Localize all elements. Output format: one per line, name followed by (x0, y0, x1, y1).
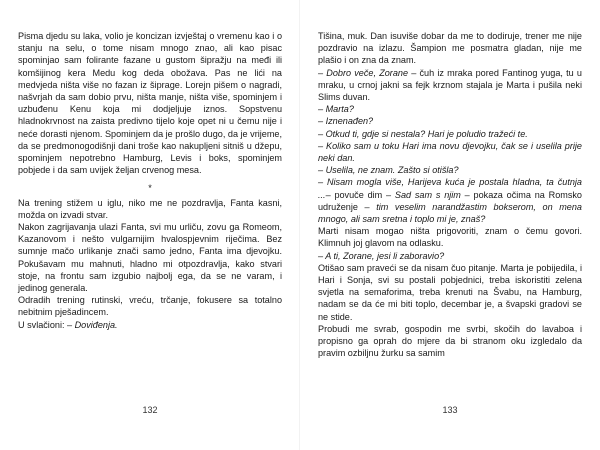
dialogue-1-italic: – Dobro veče, Zorane – (318, 67, 417, 78)
left-paragraph-3: Nakon zagrijavanja ulazi Fanta, svi mu urliču, zovu ga Romeom, Kazanovom i nešto vulgarnijim hvalospjevnim riječima. Bez sumnje mačo urlikanje znači samo jedno, Fanta ima djevojku. Pokušavam mu mahnuti, hladno mi otpozdravlja, kako stvari stoje, na frontu sam izgubio najbolj ega, da se ne varam, i jedinog generala. (18, 222, 282, 294)
left-last-line (18, 319, 282, 331)
left-paragraph-4: Odradih trening rutinski, vreću, trčanje, fokusere sa totalno nebitnim pješadincem. (18, 295, 282, 318)
section-break: * (148, 183, 152, 194)
page-number-left: 132 (142, 405, 158, 415)
dialogue-line-3: – Iznenađen? (318, 116, 374, 127)
dialogue-line-5: – Koliko sam u toku Hari ima novu djevojku, čak se i uselila prije neki dan. (318, 140, 582, 164)
page-gutter (299, 0, 300, 450)
left-paragraph-2: Na trening stižem u iglu, niko me ne pozdravlja, Fanta kasni, možda on izvadi stvar. (18, 197, 282, 220)
right-paragraph-3: Otišao sam praveći se da nisam čuo pitanje. Marta je pobijedila, i Hari i Sonja, svi su postali pobjednici, treba iskoristiti zelena svjetla na semaforima, treba krenuti na Švabu, na Hamburg, nadam se da će mi biti toplo, decembar je, a švapski gradovi se ne stide. (318, 262, 582, 322)
dialogue-7-italic: – Nisam mogla više, Harijeva kuća je postala hladna, ta čutnja ...– (318, 177, 582, 200)
dialogue-8-tail: – pokaza očima na Romsko udruženje – (318, 189, 582, 212)
left-paragraph-1: Pisma djedu su laka, volio je koncizan izvještaj o vremenu kao i o stanju na selu, o tome nisam mnogo znao, ali kao pisac spominjao sam folirante fazane u gustom šipražju na međi ili komšijinog kera Medu kog deda obožava. Pas ne lići na medvjeda ništa više no fazan iz šiprage. Lorejn pišem o nagradi, našvrjah da sam dobio prvu, ništa manje, ništa više, spominjem i uzbuđenu Kenu koja mi dodjeljuje iznos. Sopstvenu hladnokrvnost na zaista predivno tijelo koje opet ni u čemu nije i neće dorasti njenom. Spominjem da je prošlo dugo, da je vrijeme, da se predmonogodišnji dani troše kao nakupljeni sitniš u džepu, spominjem nepotrebno Hamburg, Levis i boks, spominjem pobjede i da sam uvijek željan crvenog mesa. (18, 31, 282, 176)
dialogue-8-italic: Sad sam s njim (394, 189, 461, 200)
dialogue-after-1: – A ti, Zorane, jesi li zaboravio? (318, 250, 445, 261)
dialogue-line-6: – Uselila, ne znam. Zašto si otišla? (318, 165, 459, 176)
last-line-prefix: U svlačioni: – (18, 319, 75, 330)
dialogue-7-tail: povuče dim – (330, 189, 395, 200)
dialogue-line-7 (318, 176, 582, 225)
dialogue-line-4: – Otkud ti, gdje si nestala? Hari je poludio tražeći te. (318, 128, 528, 139)
dialogue-line-1 (318, 67, 582, 104)
page-number-right: 133 (442, 405, 458, 415)
right-paragraph-4: Probudi me svrab, gospodin me svrbi, skočih do lavaboa i propisno ga oprah do mjere da bi stranom oku izgledalo da pravim ozbiljnu žurku sa samim (318, 323, 582, 359)
dialogue-1-tail: čuh iz mraka pored Fantinog yuga, tu u mraku, u crnoj jakni sa fejk krznom stajala je Marta i pušila neki Slims duvan. (318, 67, 582, 103)
dialogue-line-2: – Marta? (318, 104, 354, 115)
right-paragraph-1: Tišina, muk. Dan isuviše dobar da me to dodiruje, trener me nije pozdravio na izlazu. Šampion me posmatra gladan, nije me plašio i on zna da znam. (318, 31, 582, 66)
right-paragraph-2: Marti nisam mogao ništa prigovoriti, znam o čemu govori. Klimnuh joj glavom na odlasku. (318, 226, 582, 249)
last-line-italic: Doviđenja. (74, 319, 118, 330)
right-page (318, 30, 582, 425)
dialogue-9-italic: tim veselim narandžastim bokserom, on mena mnogo, ali sam sretna i toplo mi je, znaš? (318, 201, 582, 225)
left-page (18, 30, 282, 425)
